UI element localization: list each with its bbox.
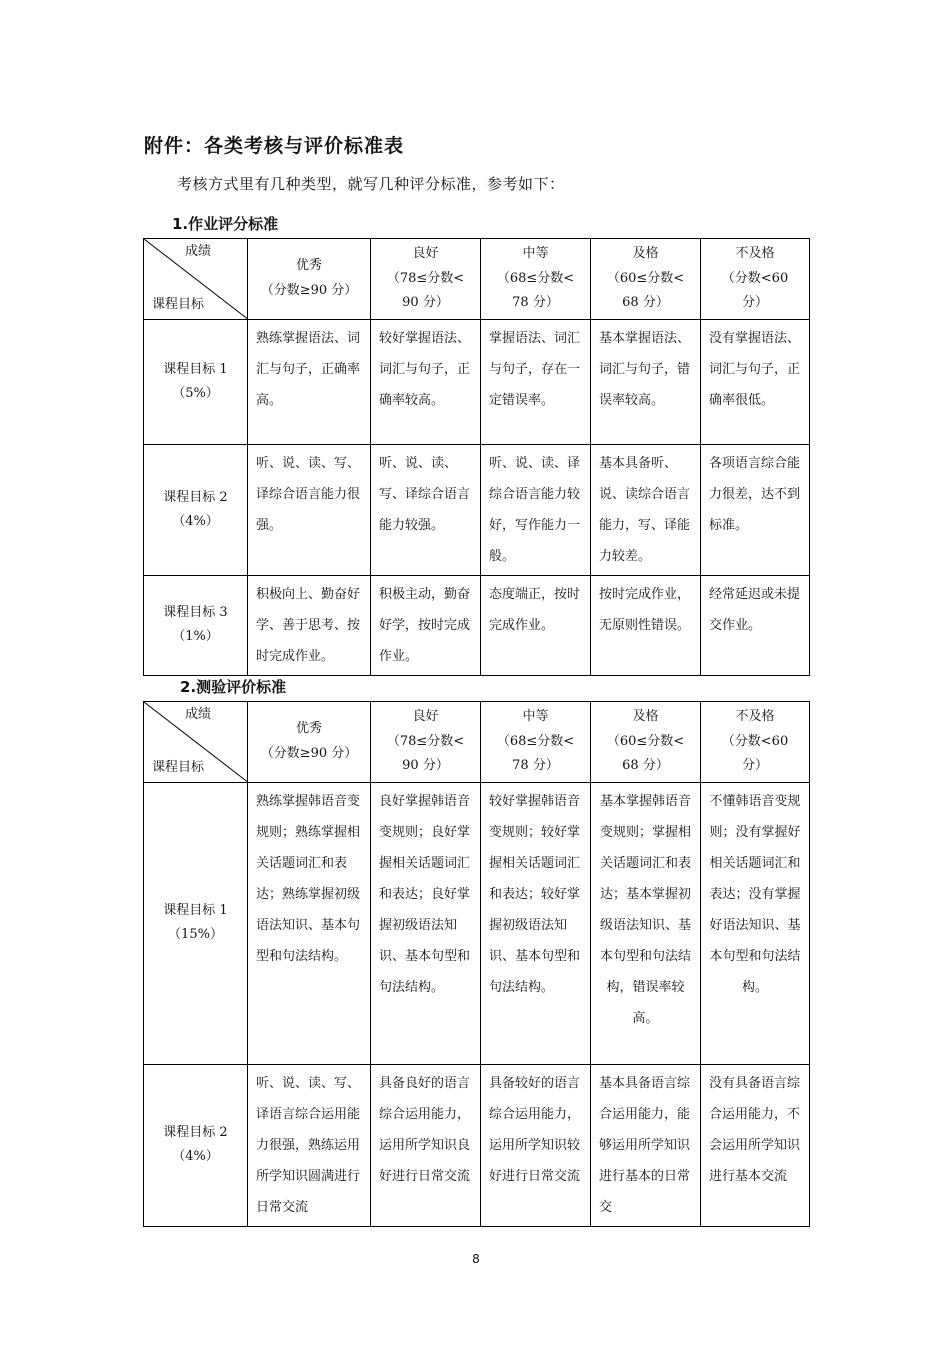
criteria-cell: 具备良好的语言综合运用能力，运用所学知识良好进行日常交流 [371, 1064, 481, 1226]
table-row [144, 444, 810, 575]
course-goal-line: （1%） [172, 629, 219, 644]
course-goal-line: （4%） [172, 1149, 219, 1164]
column-header-line: （60≤分数< [606, 733, 685, 749]
column-header-line: （分数≥90 分） [260, 282, 358, 298]
column-header-line: 中等 [522, 246, 549, 261]
corner-header-cell [144, 702, 248, 783]
column-header [591, 702, 701, 783]
column-header-line: （分数<60 [721, 270, 789, 286]
column-header-line: 不及格 [735, 246, 775, 261]
course-goal-cell [144, 575, 248, 675]
criteria-cell: 熟练掌握韩语音变规则；熟练掌握相关话题词汇和表达；熟练掌握初级语法知识、基本句型和句法结构。 [248, 782, 371, 1064]
course-goal-cell [144, 444, 248, 575]
column-header-line: 68 分） [622, 758, 669, 773]
criteria-cell: 良好掌握韩语音变规则；良好掌握相关话题词汇和表达；良好掌握初级语法知识、基本句型和句法结构。 [371, 782, 481, 1064]
header-row [144, 702, 810, 783]
criteria-cell: 各项语言综合能力很差，达不到标准。 [701, 444, 810, 575]
column-header-line: （78≤分数< [386, 733, 465, 749]
table2-heading: 2.测验评价标准 [180, 678, 287, 696]
course-goal-line: 课程目标 1 [163, 903, 228, 918]
criteria-cell: 积极主动，勤奋好学，按时完成作业。 [371, 575, 481, 675]
quiz-criteria-table [143, 701, 810, 1227]
course-goal-line: 课程目标 2 [163, 489, 228, 505]
column-header-line: （60≤分数< [606, 270, 685, 286]
column-header-line: （68≤分数< [496, 270, 575, 286]
column-header-line: 良好 [412, 246, 439, 261]
criteria-cell: 熟练掌握语法、词汇与句子，正确率高。 [248, 319, 371, 444]
column-header-line: 90 分） [402, 758, 449, 773]
column-header-line: 78 分） [512, 295, 559, 310]
corner-bottom-label: 课程目标 [152, 296, 205, 312]
table-row [144, 319, 810, 444]
column-header [701, 239, 810, 320]
criteria-cell: 较好掌握韩语音变规则；较好掌握相关话题词汇和表达；较好掌握初级语法知识、基本句型和句法结构。 [481, 782, 591, 1064]
page-title: 附件：各类考核与评价标准表 [144, 135, 405, 157]
column-header-line: 90 分） [402, 295, 449, 310]
course-goal-cell [144, 782, 248, 1064]
column-header-line: 分） [741, 758, 768, 773]
table-row [144, 782, 810, 1064]
course-goal-line: 课程目标 3 [163, 605, 228, 620]
course-goal-line: （5%） [172, 385, 219, 401]
column-header-line: 分） [741, 295, 768, 310]
criteria-cell: 没有具备语言综合运用能力，不会运用所学知识进行基本交流 [701, 1064, 810, 1226]
criteria-cell: 具备较好的语言综合运用能力，运用所学知识较好进行日常交流 [481, 1064, 591, 1226]
corner-top-label: 成绩 [184, 707, 211, 722]
criteria-cell: 听、说、读、写、译综合语言能力很强。 [248, 444, 371, 575]
course-goal-line: 课程目标 2 [163, 1125, 228, 1140]
column-header-line: （分数≥90 分） [260, 745, 358, 761]
column-header [371, 702, 481, 783]
header-row [144, 239, 810, 320]
criteria-cell: 掌握语法、词汇与句子，存在一定错误率。 [481, 319, 591, 444]
criteria-cell: 基本具备语言综合运用能力，能够运用所学知识进行基本的日常交 [591, 1064, 701, 1226]
column-header [591, 239, 701, 320]
column-header-line: 及格 [632, 246, 659, 261]
page-number: 8 [472, 1252, 480, 1266]
column-header [248, 239, 371, 320]
criteria-cell: 没有掌握语法、词汇与句子，正确率很低。 [701, 319, 810, 444]
corner-bottom-label: 课程目标 [152, 759, 205, 775]
corner-header-cell [144, 239, 248, 320]
column-header [248, 702, 371, 783]
column-header-line: 68 分） [622, 295, 669, 310]
course-goal-line: （15%） [168, 927, 223, 942]
intro-paragraph: 考核方式里有几种类型，就写几种评分标准，参考如下： [177, 175, 565, 193]
criteria-cell: 按时完成作业，无原则性错误。 [591, 575, 701, 675]
column-header-line: 优秀 [295, 258, 322, 274]
column-header-line: 中等 [522, 709, 549, 724]
criteria-cell: 听、说、读、译综合语言能力较好，写作能力一般。 [481, 444, 591, 575]
criteria-cell: 听、说、读、写、译综合语言能力较强。 [371, 444, 481, 575]
column-header-line: （68≤分数< [496, 733, 575, 749]
column-header [481, 702, 591, 783]
column-header-line: （分数<60 [721, 733, 789, 749]
column-header-line: （78≤分数< [386, 270, 465, 286]
course-goal-cell [144, 319, 248, 444]
column-header [701, 702, 810, 783]
column-header-line: 优秀 [295, 721, 322, 737]
column-header-line: 78 分） [512, 758, 559, 773]
table-row [144, 575, 810, 675]
course-goal-cell [144, 1064, 248, 1226]
criteria-cell: 基本掌握语法、词汇与句子，错误率较高。 [591, 319, 701, 444]
course-goal-line: （4%） [172, 513, 219, 529]
criteria-cell: 态度端正，按时完成作业。 [481, 575, 591, 675]
column-header-line: 及格 [632, 709, 659, 724]
homework-criteria-table [143, 238, 810, 676]
table-row [144, 1064, 810, 1226]
criteria-cell: 听、说、读、写、译语言综合运用能力很强，熟练运用所学知识圆满进行日常交流 [248, 1064, 371, 1226]
column-header-line: 不及格 [735, 709, 775, 724]
criteria-cell: 积极向上、勤奋好学、善于思考、按时完成作业。 [248, 575, 371, 675]
column-header [371, 239, 481, 320]
criteria-cell: 基本具备听、说、读综合语言能力，写、译能力较差。 [591, 444, 701, 575]
criteria-cell: 不懂韩语音变规则；没有掌握好相关话题词汇和表达；没有掌握好语法知识、基本句型和句法结构。 [701, 782, 810, 1064]
course-goal-line: 课程目标 1 [163, 361, 228, 377]
criteria-cell: 基本掌握韩语音变规则；掌握相关话题词汇和表达；基本掌握初级语法知识、基本句型和句法结构，错误率较高。 [591, 782, 701, 1064]
criteria-cell: 经常延迟或未提交作业。 [701, 575, 810, 675]
table1-heading: 1.作业评分标准 [172, 215, 279, 233]
column-header-line: 良好 [412, 709, 439, 724]
corner-top-label: 成绩 [184, 244, 211, 259]
column-header [481, 239, 591, 320]
criteria-cell: 较好掌握语法、词汇与句子，正确率较高。 [371, 319, 481, 444]
